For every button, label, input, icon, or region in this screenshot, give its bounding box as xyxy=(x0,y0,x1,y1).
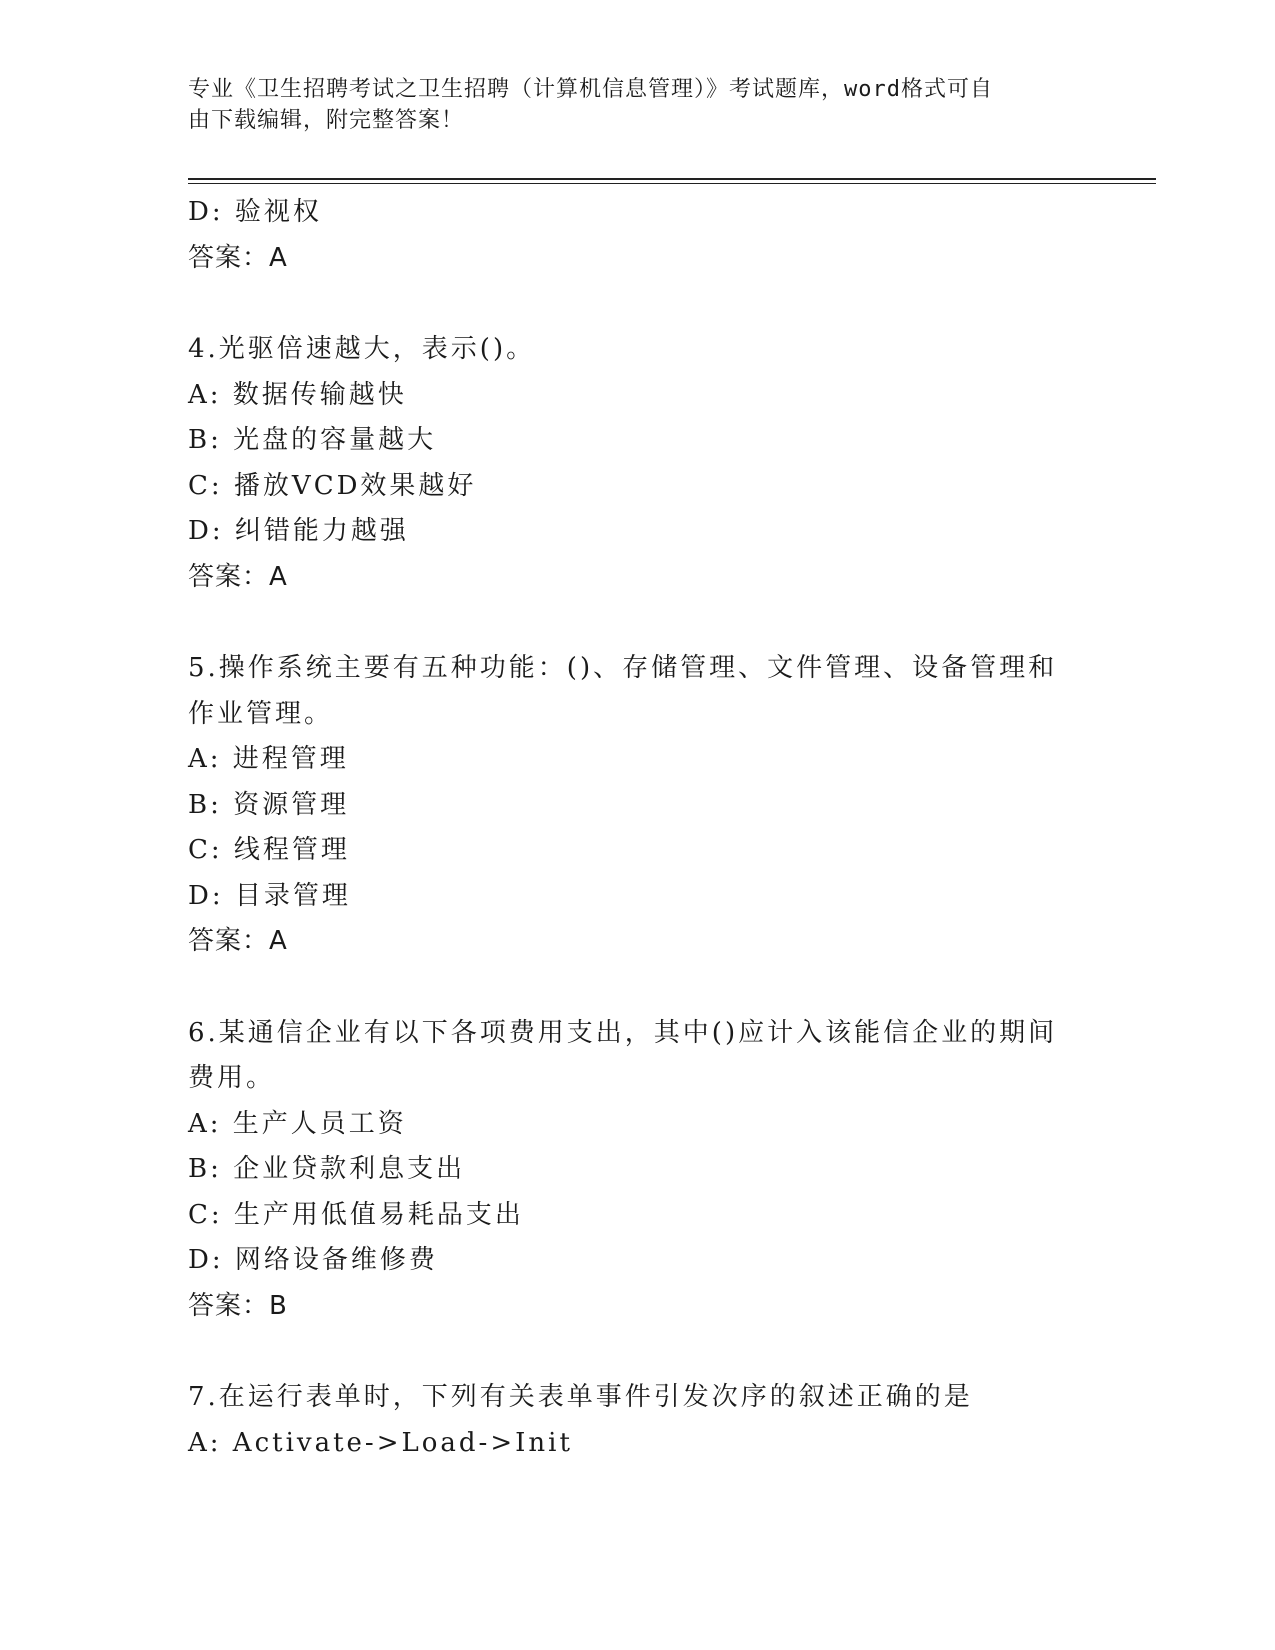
header-divider-thick xyxy=(188,178,1156,180)
option-b: B: 资源管理 xyxy=(188,789,350,820)
option-c: C: 线程管理 xyxy=(188,835,350,865)
question-stem: 6.某通信企业有以下各项费用支出，其中()应计入该能信企业的期间 xyxy=(188,1017,1058,1048)
question-stem: 7.在运行表单时，下列有关表单事件引发次序的叙述正确的是 xyxy=(188,1382,973,1412)
option-b: B: 光盘的容量越大 xyxy=(188,425,437,455)
option-a: A: 生产人员工资 xyxy=(188,1108,407,1139)
option-d: D: 验视权 xyxy=(188,197,322,227)
option-d: D: 纠错能力越强 xyxy=(188,516,409,546)
option-a: A: 进程管理 xyxy=(188,744,349,774)
option-b: B: 企业贷款利息支出 xyxy=(188,1154,466,1184)
header-line-1: 专业《卫生招聘考试之卫生招聘（计算机信息管理）》考试题库，word格式可自 xyxy=(188,77,993,102)
question-stem-continued: 作业管理。 xyxy=(188,698,334,729)
question-7 xyxy=(188,1375,1088,1466)
option-a: A: 数据传输越快 xyxy=(188,379,407,410)
option-c: C: 生产用低值易耗品支出 xyxy=(188,1199,524,1230)
option-d: D: 网络设备维修费 xyxy=(188,1245,438,1275)
question-5 xyxy=(188,646,1088,965)
question-content xyxy=(188,190,1088,1466)
question-4 xyxy=(188,327,1088,600)
question-stem: 5.操作系统主要有五种功能：()、存储管理、文件管理、设备管理和 xyxy=(188,653,1058,683)
header-divider-thin xyxy=(188,183,1156,184)
answer-line: 答案：B xyxy=(188,1290,288,1321)
option-c: C: 播放VCD效果越好 xyxy=(188,470,477,501)
page-header xyxy=(188,74,1068,136)
header-line-2: 由下载编辑，附完整答案！ xyxy=(188,108,465,133)
question-stem-continued: 费用。 xyxy=(188,1063,276,1093)
question-stem: 4.光驱倍速越大，表示()。 xyxy=(188,334,536,364)
answer-line: 答案：A xyxy=(188,926,288,956)
option-d: D: 目录管理 xyxy=(188,880,351,911)
option-a: A: Activate->Load->Init xyxy=(188,1427,573,1458)
answer-line: 答案：A xyxy=(188,561,288,592)
question-6 xyxy=(188,1011,1088,1330)
answer-line: 答案：A xyxy=(188,242,288,273)
previous-question-tail xyxy=(188,190,1088,281)
